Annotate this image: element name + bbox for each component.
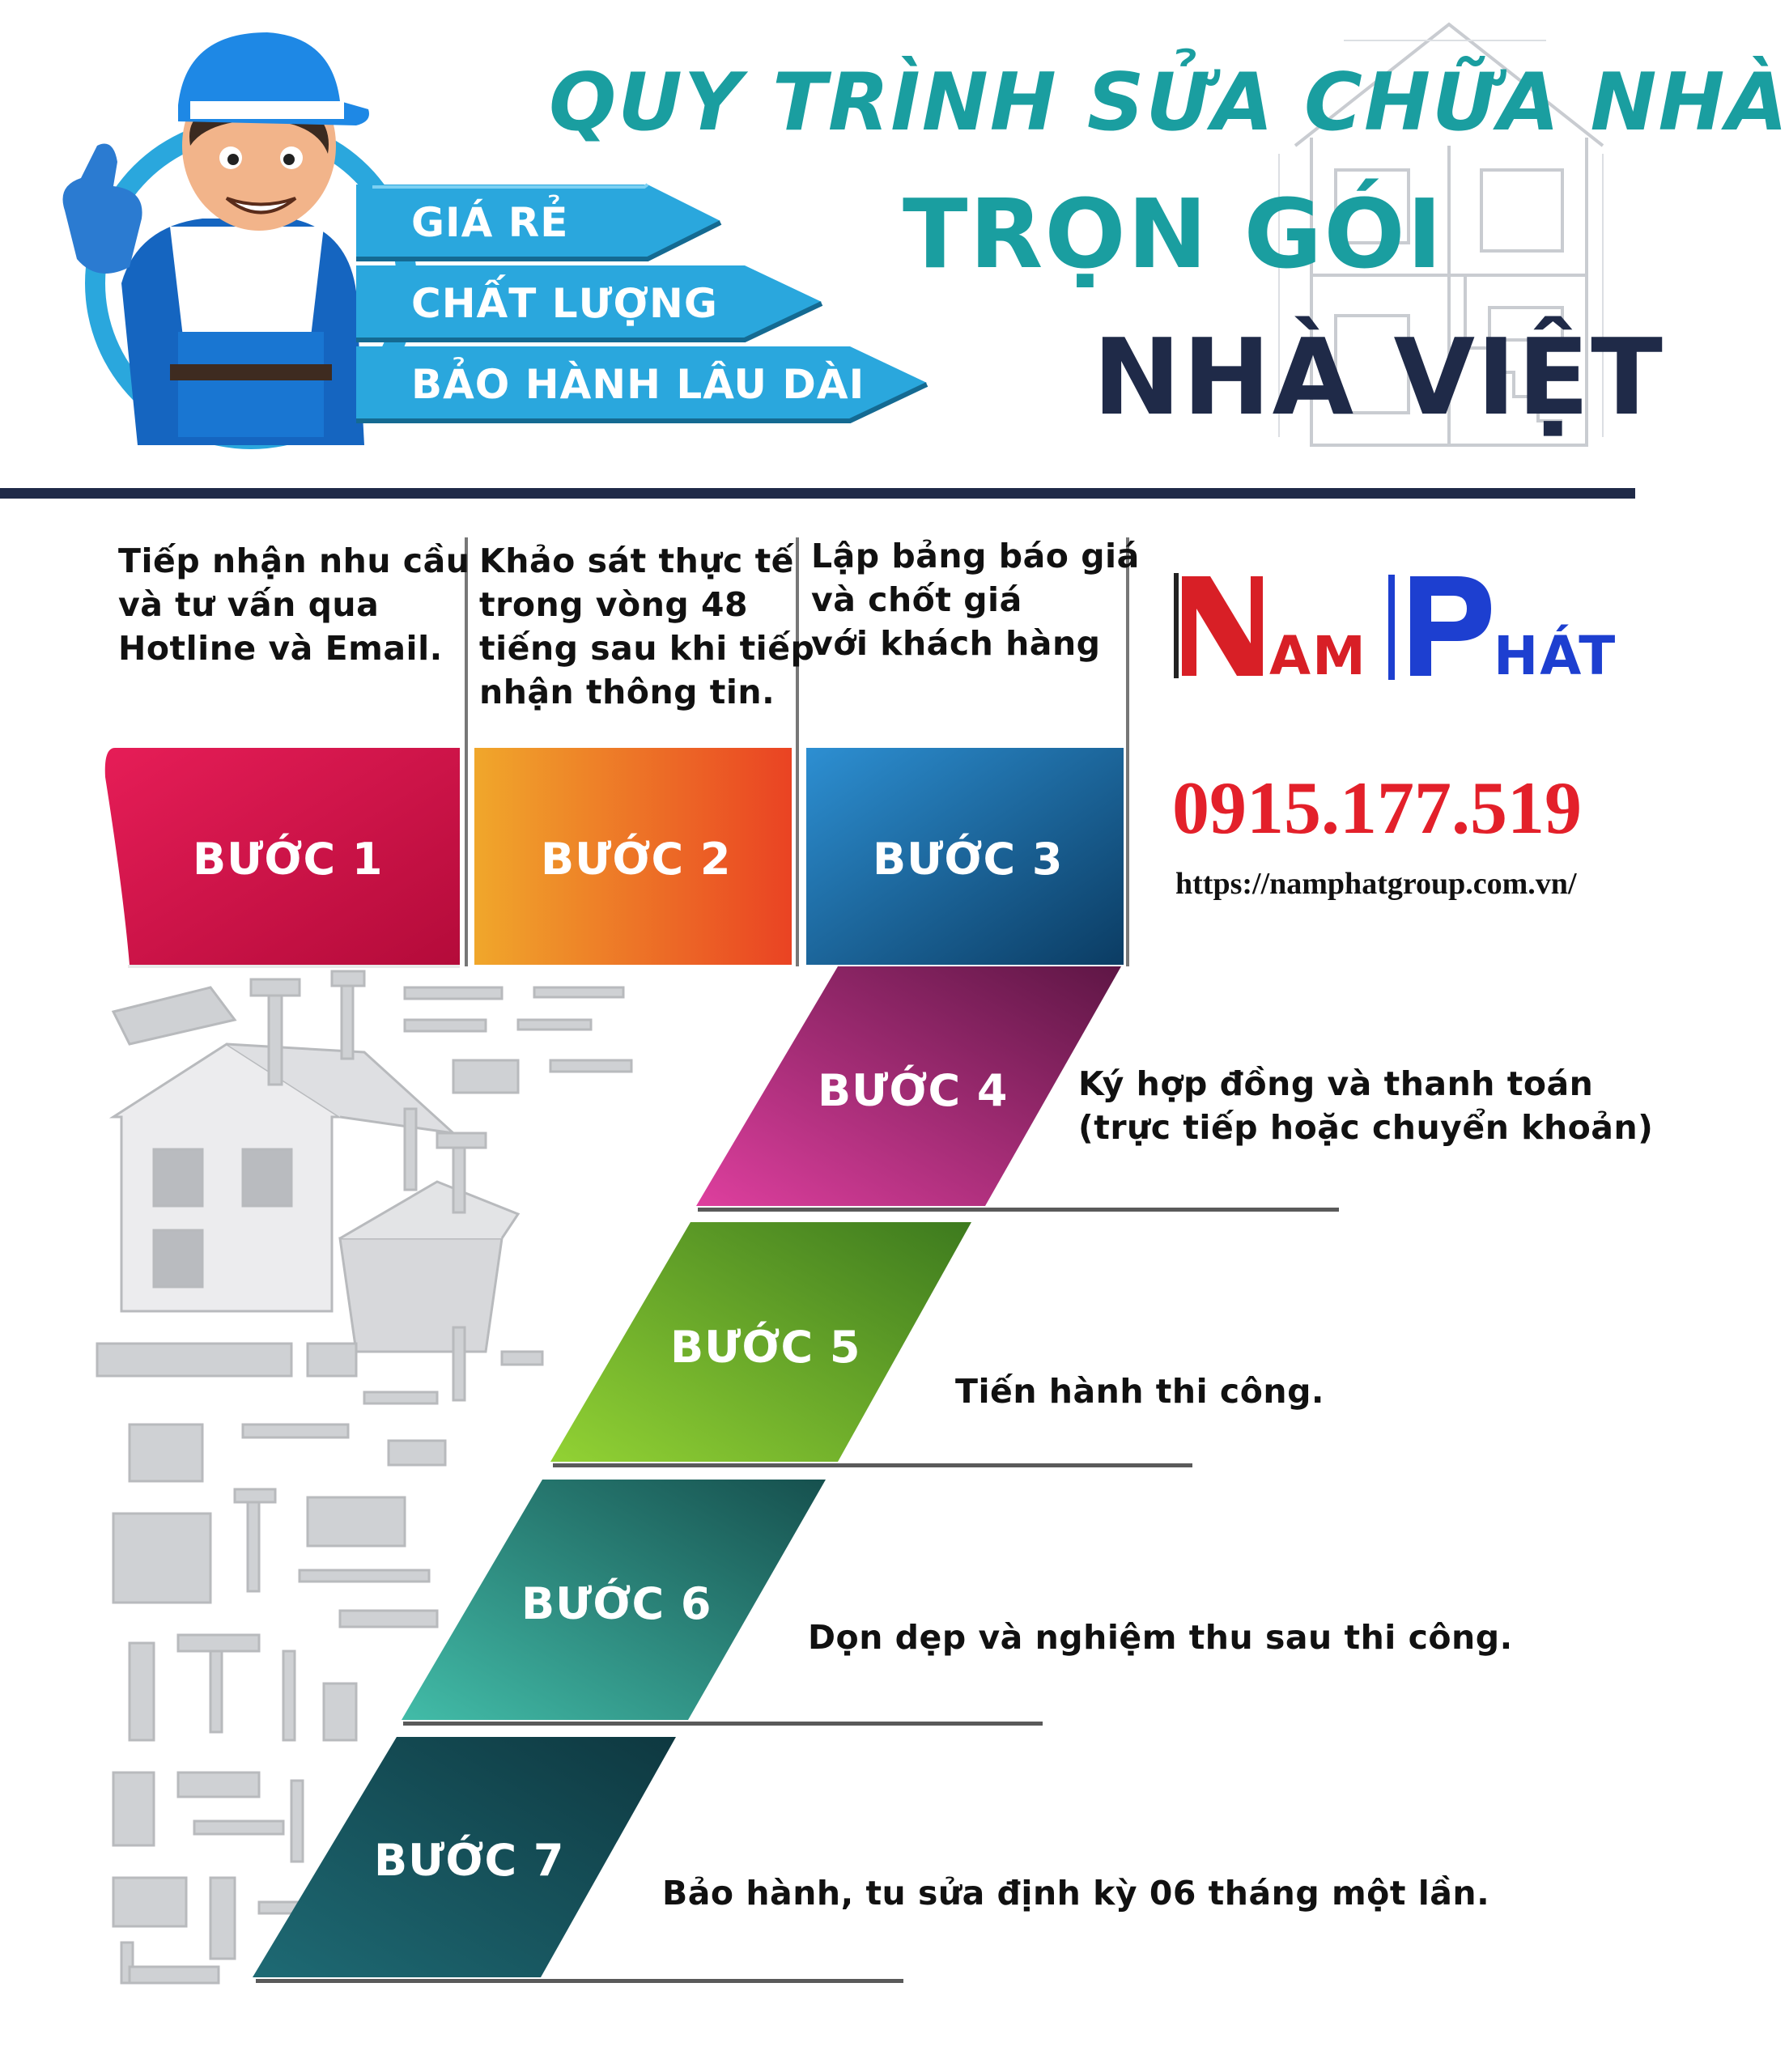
step-6-description: Dọn dẹp và nghiệm thu sau thi công. <box>808 1618 1513 1657</box>
step-7-baseline <box>256 1979 903 1983</box>
logo-wordmark-am: AM <box>1269 625 1367 687</box>
benefit-warranty: BẢO HÀNH LÂU DÀI <box>411 361 865 408</box>
title-line-2: TRỌN GÓI <box>903 178 1444 290</box>
benefit-quality: CHẤT LƯỢNG <box>411 280 718 327</box>
step-6-baseline <box>403 1722 1043 1726</box>
step-4-label: BƯỚC 4 <box>818 1065 1009 1116</box>
step-4-baseline <box>698 1208 1339 1212</box>
title-line-3: NHÀ VIỆT <box>1093 316 1664 439</box>
step-5-baseline <box>553 1463 1192 1467</box>
step-1-label: BƯỚC 1 <box>193 834 384 885</box>
step-5-description: Tiến hành thi công. <box>955 1372 1324 1411</box>
title-line-1: QUY TRÌNH SỬA CHỮA NHÀ <box>549 57 1789 149</box>
website-link[interactable]: https://namphatgroup.com.vn/ <box>1175 867 1577 901</box>
step-1-description: Tiếp nhận nhu cầu và tư vấn qua Hotline và Email. <box>118 541 470 668</box>
logo-wordmark-hat: HÁT <box>1494 625 1617 687</box>
step-2-description: Khảo sát thực tế trong vòng 48 tiếng sau khi tiếp nhận thông tin. <box>479 541 815 711</box>
benefit-price: GIÁ RẺ <box>411 199 569 246</box>
step-7-description: Bảo hành, tu sửa định kỳ 06 tháng một lần. <box>662 1874 1490 1913</box>
step-1-underline <box>128 965 460 968</box>
step-2-label: BƯỚC 2 <box>541 834 732 885</box>
step-4-description: Ký hợp đồng và thanh toán (trực tiếp hoặc chuyển khoản) <box>1078 1064 1654 1147</box>
step-6-label: BƯỚC 6 <box>521 1578 712 1629</box>
step-5-label: BƯỚC 5 <box>670 1322 861 1373</box>
hotline-phone[interactable]: 0915.177.519 <box>1172 766 1582 849</box>
step-3-label: BƯỚC 3 <box>873 834 1064 885</box>
step-7-label: BƯỚC 7 <box>374 1835 565 1886</box>
step-3-description: Lập bảng báo giá và chốt giá với khách hàng <box>811 537 1140 663</box>
